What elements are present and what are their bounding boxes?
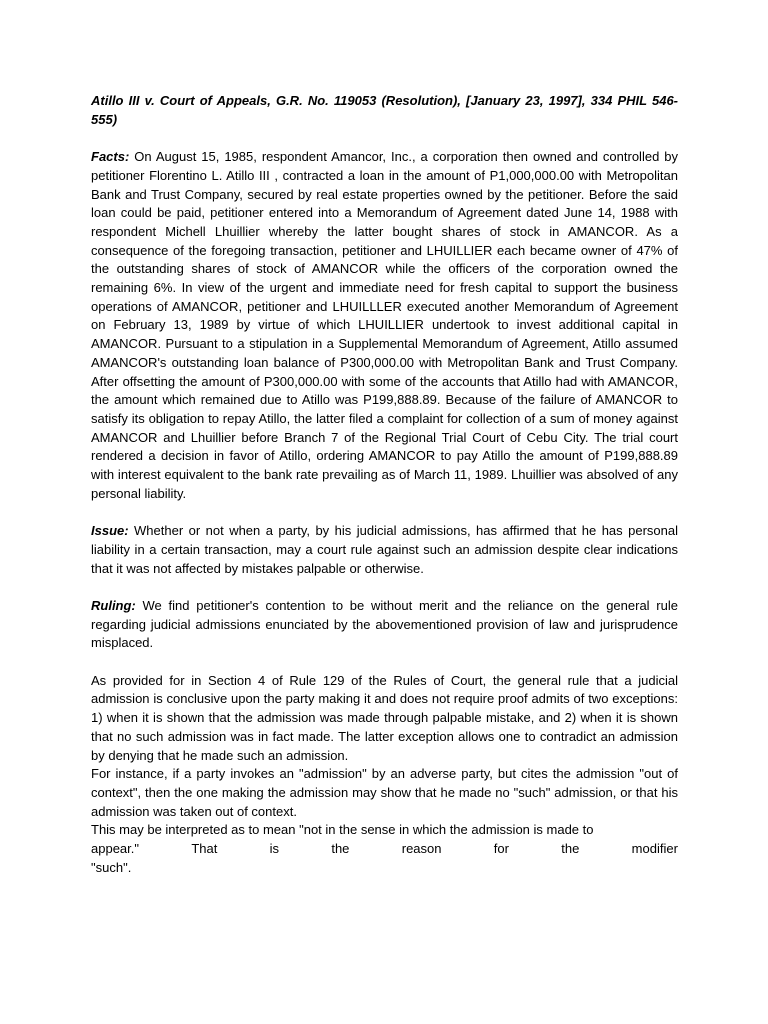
closing-word: the <box>561 841 580 857</box>
ruling-text: We find petitioner's contention to be without merit and the reliance on the general rule regarding judicial admissions enunciated by the abovementioned provision of law and jurisprudence misplaced. <box>91 597 678 651</box>
interpretation-paragraph: This may be interpreted as to mean "not in the sense in which the admission is made to <box>91 822 594 838</box>
justified-closing-line <box>91 840 678 859</box>
closing-word: That <box>191 841 218 857</box>
closing-last-line: "such". <box>91 859 132 875</box>
closing-word: is <box>269 841 280 857</box>
out-of-context-paragraph: For instance, if a party invokes an "admission" by an adverse party, but cites the admission "out of context", then the one making the admission may show that he made no "such" admission, or that his admission was taken out of context. <box>91 766 678 819</box>
closing-word: reason <box>401 841 442 857</box>
rule-129-paragraph: As provided for in Section 4 of Rule 129 of the Rules of Court, the general rule that a judicial admission is conclusive upon the party making it and does not require proof admits of two exceptions: 1) when it is shown that the admission was made through palpable mistake, and 2) when it is shown that no such admission was in fact made. The latter exception allows one to contradict an admission by denying that he made such an admission. <box>91 672 678 763</box>
closing-word: the <box>331 841 350 857</box>
ruling-paragraph <box>91 597 678 653</box>
document-page <box>91 92 678 877</box>
closing-word: modifier <box>631 841 678 857</box>
facts-paragraph <box>91 148 678 503</box>
closing-word: for <box>493 841 509 857</box>
issue-text: Whether or not when a party, by his judicial admissions, has affirmed that he has personal liability in a certain transaction, may a court rule against such an admission despite clear indications that it was not affected by mistakes palpable or otherwise. <box>91 523 678 576</box>
facts-label: Facts: <box>91 149 130 165</box>
issue-paragraph <box>91 522 678 578</box>
issue-label: Issue: <box>91 523 129 539</box>
ruling-label: Ruling: <box>91 597 136 613</box>
case-title: Atillo III v. Court of Appeals, G.R. No. 119053 (Resolution), [January 23, 1997], 334 PHIL 546-555) <box>91 93 678 127</box>
facts-text: On August 15, 1985, respondent Amancor, Inc., a corporation then owned and controlled by petitioner Florentino L. Atillo III , contracted a loan in the amount of P1,000,000.00 with Metropolitan Bank and Trust Company, secured by real estate properties owned by the petitioner. Before the said loan could be paid, petitioner entered into a Memorandum of Agreement dated June 14, 1988 with respondent Michell Lhuillier whereby the latter bought shares of stock in AMANCOR. As a consequence of the foregoing transaction, petitioner and LHUILLIER each became owner of 47% of the outstanding shares of stock of AMANCOR while the officers of the corporation owned the remaining 6%. In view of the urgent and immediate need for fresh capital to support the business operations of AMANCOR, petitioner and LHUILLLER executed another Memorandum of Agreement on February 13, 1989 by virtue of which LHUILLIER undertook to invest additional capital in AMANCOR. Pursuant to a stipulation in a Supplemental Memorandum of Agreement, Atillo assumed AMANCOR's outstanding loan balance of P300,000.00 with Metropolitan Bank and Trust Company. After offsetting the amount of P300,000.00 with some of the accounts that Atillo had with AMANCOR, the amount which remained due to Atillo was P199,888.89. Because of the failure of AMANCOR to satisfy its obligation to repay Atillo, the latter filed a complaint for collection of a sum of money against AMANCOR and Lhuillier before Branch 7 of the Regional Trial Court of Cebu City. The trial court rendered a decision in favor of Atillo, ordering AMANCOR to pay Atillo the amount of P199,888.89 with interest equivalent to the bank rate prevailing as of March 11, 1989. Lhuillier was absolved of any personal liability. <box>91 149 678 501</box>
closing-word: appear." <box>91 841 139 857</box>
